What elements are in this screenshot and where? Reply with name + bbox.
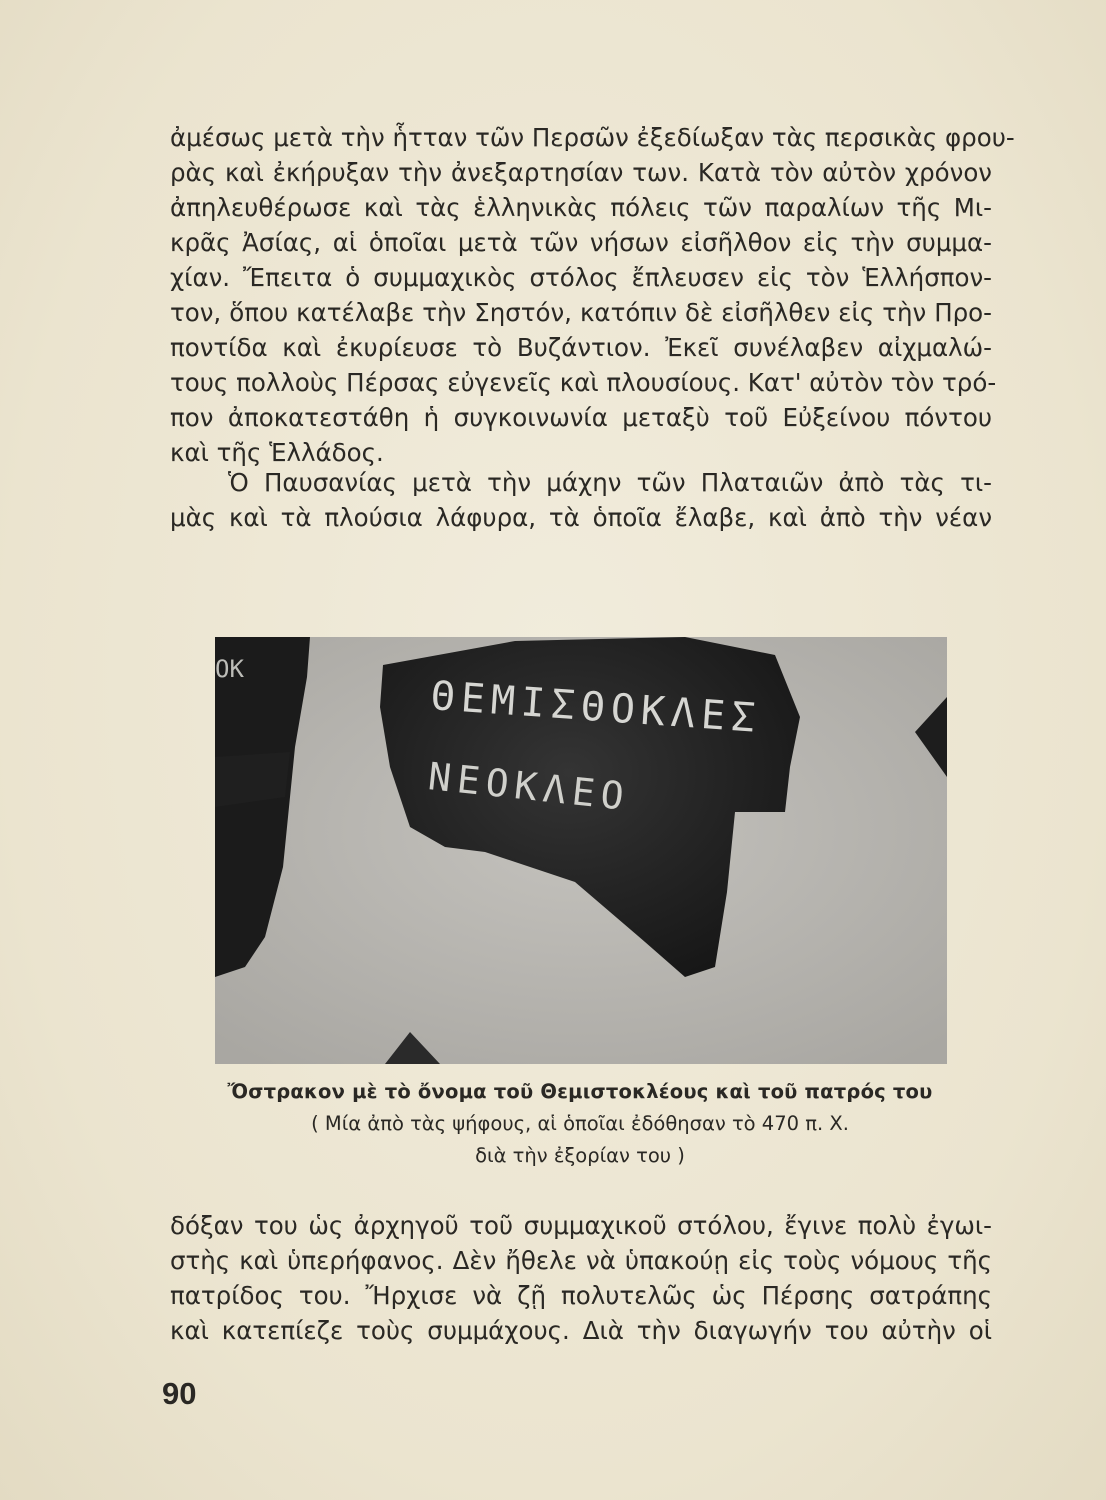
text-line: χίαν. Ἔπειτα ὁ συμμαχικὸς στόλος ἔπλευσεν εἰς τὸν Ἑλλήσπον- bbox=[170, 263, 992, 292]
text-line: ἀπηλευθέρωσε καὶ τὰς ἑλληνικὰς πόλεις τῶν παραλίων τῆς Μι- bbox=[170, 193, 992, 222]
text-line: στὴς καὶ ὑπερήφανος. Δὲν ἤθελε νὰ ὑπακούῃ εἰς τοὺς νόμους τῆς bbox=[170, 1246, 992, 1275]
fragment-letters: ΟΚ bbox=[215, 655, 244, 683]
text-line: δόξαν του ὡς ἀρχηγοῦ τοῦ συμμαχικοῦ στόλου, ἔγινε πολὺ ἐγωι- bbox=[170, 1211, 992, 1240]
text-line: πατρίδος του. Ἤρχισε νὰ ζῇ πολυτελῶς ὡς Πέρσης σατράπης bbox=[170, 1281, 992, 1310]
figure-caption-line: διὰ τὴν ἐξορίαν του ) bbox=[475, 1144, 685, 1167]
inscription-line-1: ΘΕΜΙΣΘΟΚΛΕΣ bbox=[429, 673, 763, 743]
text-line: καὶ κατεπίεζε τοὺς συμμάχους. Διὰ τὴν διαγωγήν του αὐτὴν οἱ bbox=[170, 1316, 992, 1345]
paragraph-1 bbox=[170, 120, 1015, 470]
text-line: τον, ὅπου κατέλαβε τὴν Σηστόν, κατόπιν δὲ εἰσῆλθεν εἰς τὴν Προ- bbox=[170, 298, 992, 327]
figure-caption-line: ( Μία ἀπὸ τὰς ψήφους, αἱ ὁποῖαι ἐδόθησαν τὸ 470 π. Χ. bbox=[311, 1112, 849, 1135]
text-line: Ὁ Παυσανίας μετὰ τὴν μάχην τῶν Πλαταιῶν ἀπὸ τὰς τι- bbox=[228, 468, 992, 497]
figure-caption-title: Ὄστρακον μὲ τὸ ὄνομα τοῦ Θεμιστοκλέους καὶ τοῦ πατρός του bbox=[227, 1080, 933, 1103]
text-line: μὰς καὶ τὰ πλούσια λάφυρα, τὰ ὁποῖα ἔλαβε, καὶ ἀπὸ τὴν νέαν bbox=[170, 503, 992, 532]
text-line: τους πολλοὺς Πέρσας εὐγενεῖς καὶ πλουσίους. Κατ' αὐτὸν τὸν τρό- bbox=[170, 368, 997, 397]
page-number: 90 bbox=[162, 1376, 197, 1411]
ostrakon-photo bbox=[215, 637, 947, 1064]
paragraph-3 bbox=[170, 1208, 992, 1348]
text-line: ρὰς καὶ ἐκήρυξαν τὴν ἀνεξαρτησίαν των. Κατὰ τὸν αὐτὸν χρόνον bbox=[170, 158, 992, 187]
text-line: κρᾶς Ἀσίας, αἱ ὁποῖαι μετὰ τῶν νήσων εἰσῆλθον εἰς τὴν συμμα- bbox=[170, 228, 992, 257]
text-line: ποντίδα καὶ ἐκυρίευσε τὸ Βυζάντιον. Ἐκεῖ συνέλαβεν αἰχμαλώ- bbox=[170, 333, 992, 362]
text-line: ἀμέσως μετὰ τὴν ἧτταν τῶν Περσῶν ἐξεδίωξαν τὰς περσικὰς φρου- bbox=[170, 123, 1015, 152]
text-line: πον ἀποκατεστάθη ἡ συγκοινωνία μεταξὺ τοῦ Εὐξείνου πόντου bbox=[170, 403, 992, 432]
paragraph-2 bbox=[170, 465, 992, 535]
text-line: καὶ τῆς Ἑλλάδος. bbox=[170, 438, 384, 467]
ostrakon-illustration bbox=[215, 637, 947, 1064]
inscription-line-2: ΝΕΟΚΛΕΟ bbox=[426, 754, 632, 820]
